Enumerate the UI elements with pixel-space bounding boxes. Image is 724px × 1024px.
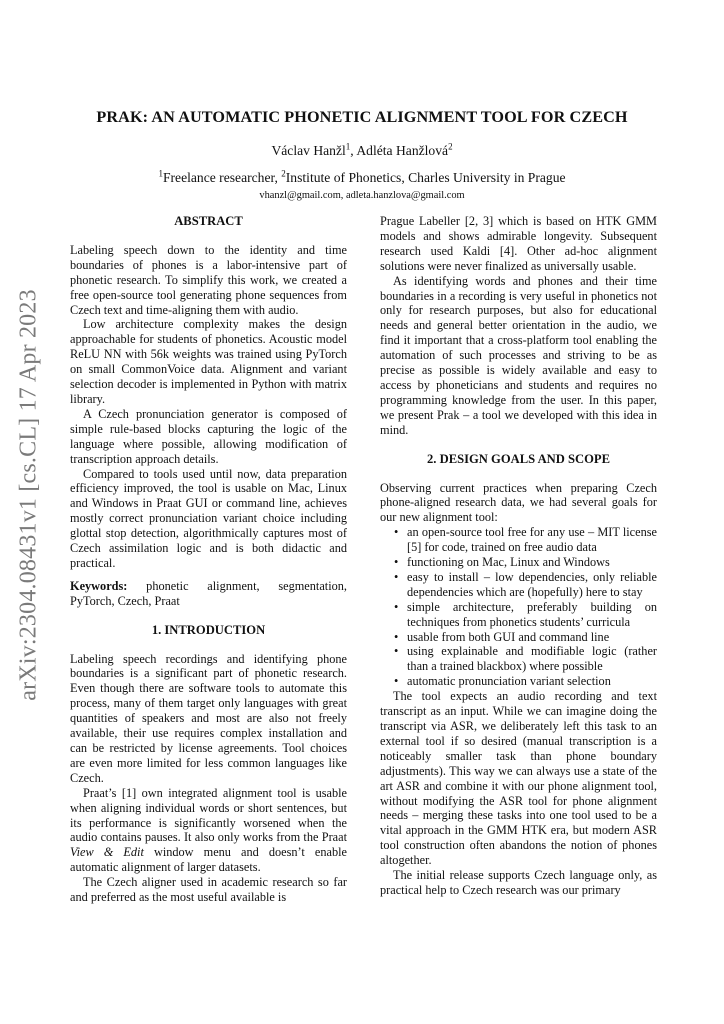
- author-2: Adléta Hanžlová: [356, 143, 449, 158]
- abstract-heading: ABSTRACT: [174, 214, 243, 228]
- author-1-sup: 1: [345, 141, 351, 152]
- left-column: [70, 214, 347, 905]
- goal-item: • usable from both GUI and command line: [407, 630, 657, 645]
- arxiv-stamp-text: arXiv:2304.08431v1 [cs.CL] 17 Apr 2023: [15, 289, 42, 701]
- intro-heading: 1. INTRODUCTION: [151, 622, 266, 637]
- intro-p2-end: window menu and doesn’t enable automatic alignment of larger datasets.: [70, 845, 347, 875]
- design-paragraph: The tool expects an audio recording and text transcript as an input. While we can imagine doing the transcript via ASR, we deliberately left this task to an external tool if so desired (manual transcription is a noticeably smaller task than phone boundary adjustments). This way we can always use a state of the art ASR and combine it with our phone alignment tool, without modifying the ASR tool for phone alignment needs – merging these tasks into one tool used to be a vital approach in the GMM HTK era, but modern ASR tool construction often abandons the notion of phones altogether.: [380, 689, 657, 868]
- intro-p2-emph: View & Edit: [70, 845, 144, 860]
- goals-list: [380, 525, 657, 689]
- abstract-paragraph: Low architecture complexity makes the design approachable for students of phonetics. Acoustic model ReLU NN with 56k weights was trained using PyTorch on small CommonVoice data. Alignment and variant selection decoder is implemented in Python with matrix library.: [70, 317, 347, 406]
- goal-item: • functioning on Mac, Linux and Windows: [407, 555, 657, 570]
- affil-1: Freelance researcher,: [162, 170, 282, 185]
- affiliations: [0, 170, 724, 186]
- design-paragraph: Observing current practices when preparing Czech phone-aligned research data, we had several goals for our new alignment tool:: [380, 480, 657, 525]
- emails: vhanzl@gmail.com, adleta.hanzlova@gmail.com: [259, 190, 465, 201]
- right-column: [380, 214, 657, 898]
- design-heading: 2. DESIGN GOALS AND SCOPE: [427, 451, 610, 466]
- author-1: Václav Hanžl: [271, 143, 346, 158]
- goal-item: • automatic pronunciation variant selection: [407, 674, 657, 689]
- author-separator: ,: [350, 143, 357, 158]
- intro-paragraph: Labeling speech recordings and identifying phone boundaries is a significant part of phonetic research. Even though there are software tools to automate this process, many of them target only languages with great quantities of speakers and most are also not freely available, their use requires complex installation and can be restricted by license agreements. Tool choices are even more limited for less common languages like Czech.: [70, 651, 347, 785]
- author-2-sup: 2: [448, 141, 453, 152]
- goal-item: • easy to install – low dependencies, only reliable dependencies which are (hopefully) here to stay: [407, 570, 657, 600]
- intro-paragraph-tail: Prague Labeller [2, 3] which is based on HTK GMM models and shows admirable longevity. Subsequent research used Kaldi [4]. Other ad-hoc alignment solutions were never finalized as universally usable.: [380, 214, 657, 273]
- design-paragraph: The initial release supports Czech language only, as practical help to Czech research was our primary: [380, 868, 657, 897]
- abstract-paragraph: Compared to tools used until now, data preparation efficiency improved, the tool is usable on Mac, Linux and Windows in Praat GUI or command line, achieves mostly correct pronunciation variant choice including glottal stop detection, algorithmically captures most of Czech assimilation logic and is both didactic and practical.: [70, 466, 347, 570]
- affil-2: Institute of Phonetics, Charles University in Prague: [285, 170, 566, 185]
- affil-1-sup: 1: [158, 168, 163, 179]
- intro-paragraph: [70, 786, 347, 875]
- goal-item: • an open-source tool free for any use – MIT license [5] for code, trained on free audio data: [407, 525, 657, 555]
- abstract-paragraph: Labeling speech down to the identity and time boundaries of phones is a labor-intensive part of phonetic research. To simplify this work, we created a free open-source tool generating phone sequences from Czech text and time-aligning them with audio.: [70, 242, 347, 317]
- keywords: [70, 579, 347, 609]
- abstract-paragraph: A Czech pronunciation generator is composed of simple rule-based blocks capturing the logic of the language where possible, allowing modification of transcription approach details.: [70, 406, 347, 466]
- intro-p2-start: Praat’s [1] own integrated alignment tool is usable when aligning individual words or short sentences, but its performance is significantly worsened when the audio contains pauses. It also only works from the Praat: [70, 785, 347, 845]
- goal-item: • simple architecture, preferably building on techniques from phonetics students’ curricula: [407, 600, 657, 630]
- keywords-text: phonetic alignment, segmentation, PyTorch, Czech, Praat: [70, 578, 347, 608]
- keywords-label: Keywords:: [70, 578, 128, 593]
- intro-paragraph-lead: The Czech aligner used in academic research so far and preferred as the most useful available is: [70, 875, 347, 905]
- arxiv-stamp: [8, 289, 50, 701]
- goal-item: • using explainable and modifiable logic (rather than a trained blackbox) where possible: [407, 644, 657, 674]
- affil-2-sup: 2: [281, 168, 286, 179]
- authors-line: [0, 143, 724, 159]
- intro-paragraph: As identifying words and phones and their time boundaries in a recording is very useful in phonetics not only for research purposes, but also for educational needs and general better orientation in the audio, we find it important that a cross-platform tool enabling the automation of such processes and striving to be as precise as possible is widely available and easy to access by phoneticians and students and requires no programming knowledge from the user. In this paper, we present Prak – a tool we developed with this idea in mind.: [380, 273, 657, 437]
- paper-title: PRAK: AN AUTOMATIC PHONETIC ALIGNMENT TOOL FOR CZECH: [96, 108, 628, 126]
